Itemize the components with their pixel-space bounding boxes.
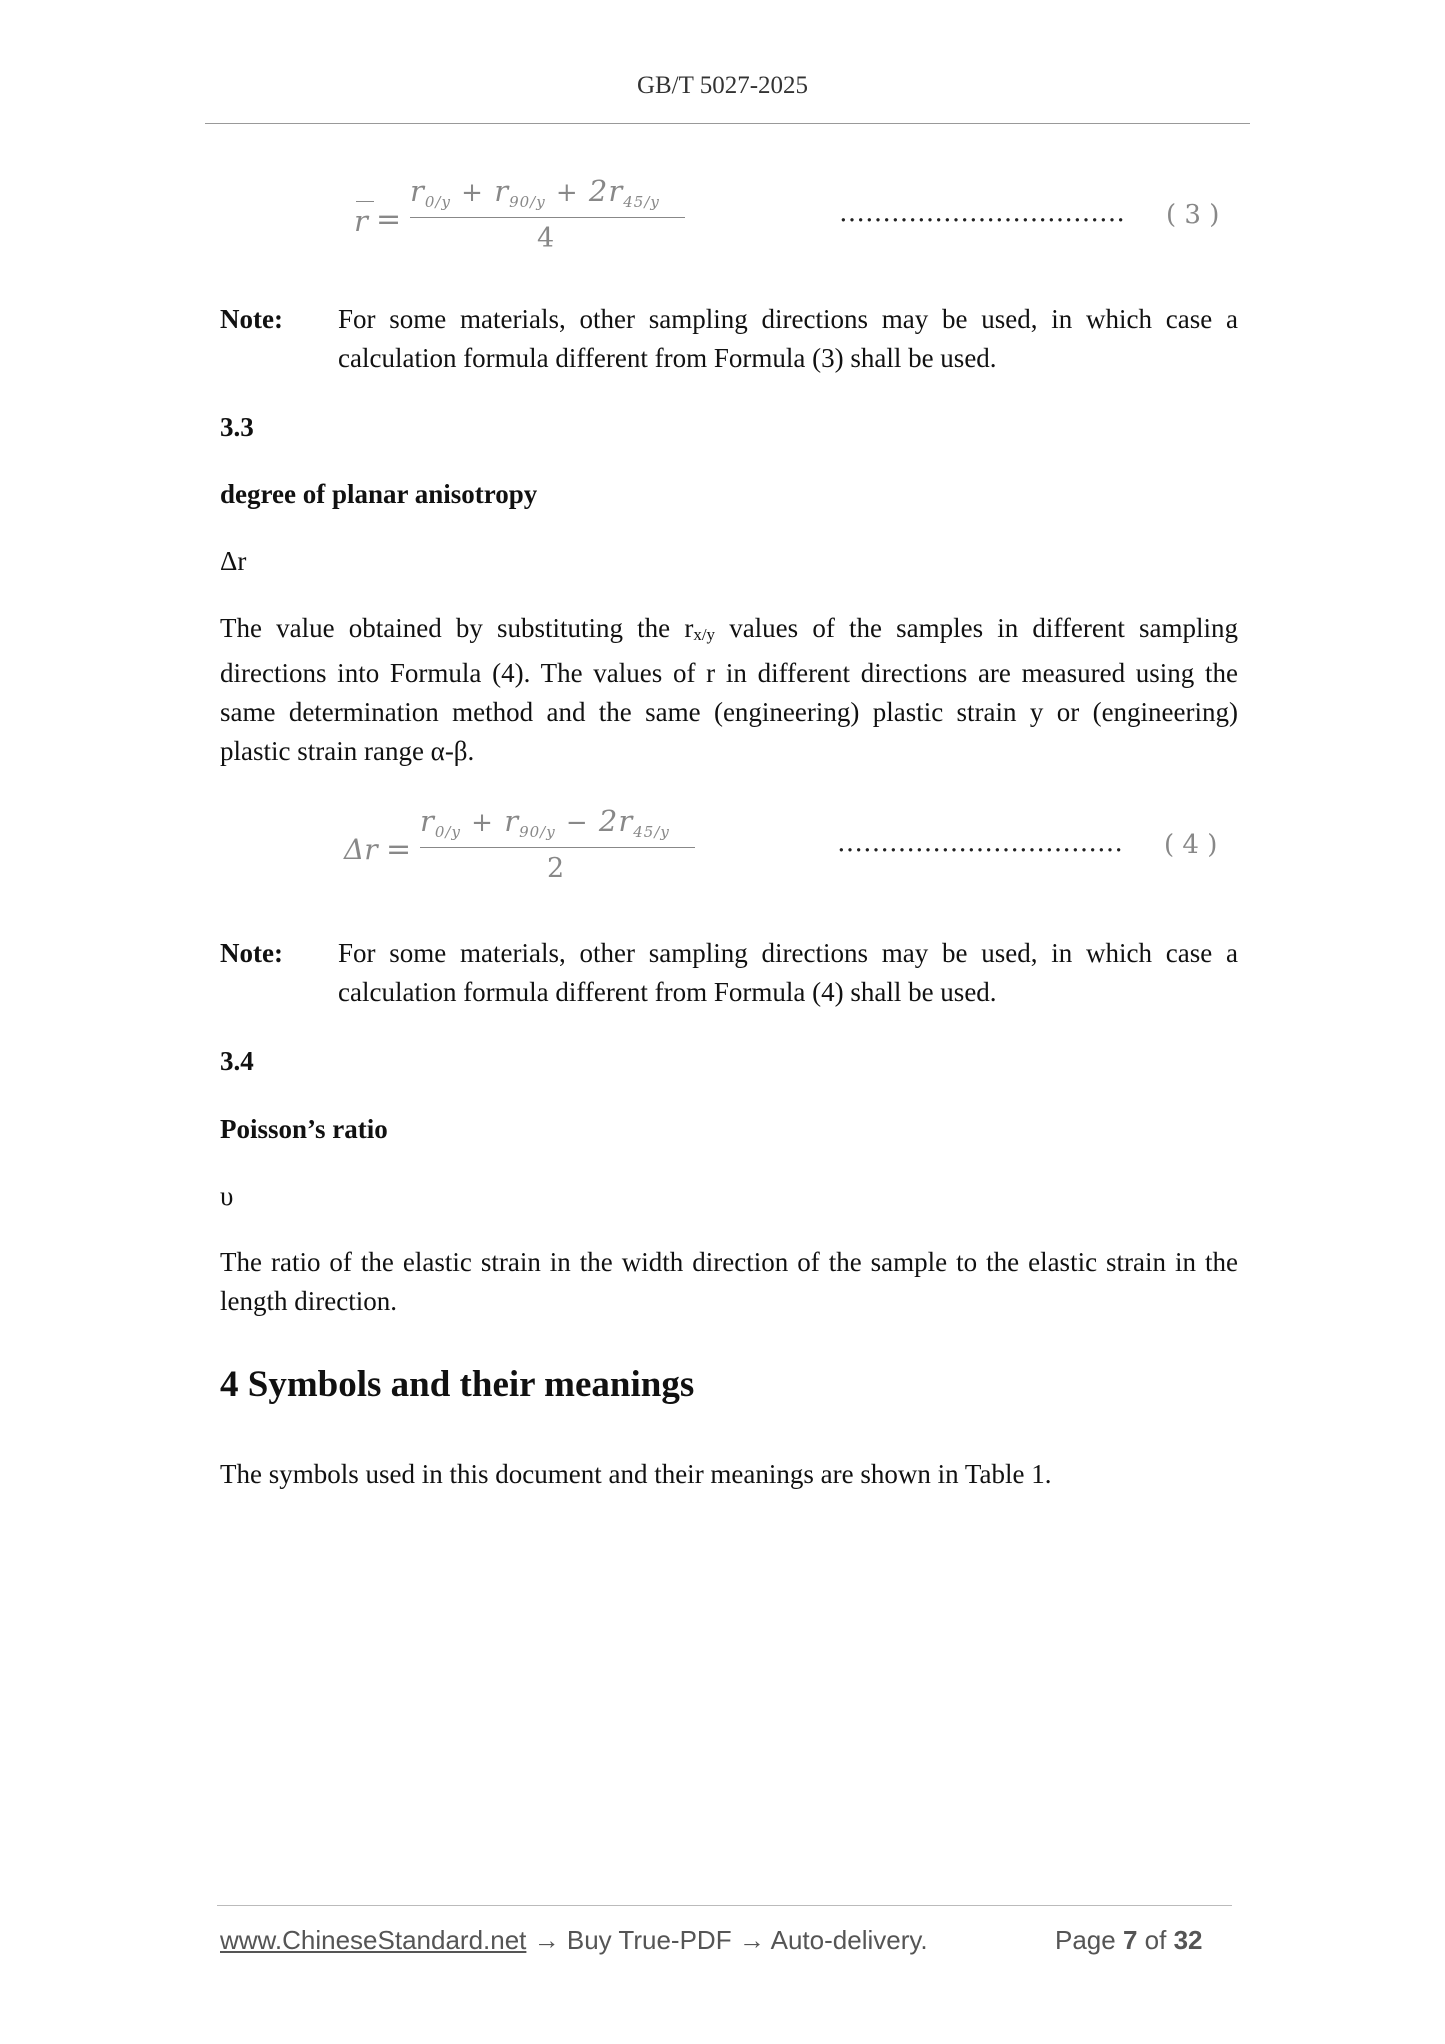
formula-3-plus-1: + (461, 178, 484, 208)
formula-3-numerator (410, 174, 660, 211)
clause-3-4-symbol: υ (220, 1181, 234, 1211)
formula-4-term-3: 2r (598, 804, 634, 838)
clause-3-4-number: 3.4 (220, 1046, 254, 1076)
note-1-text: For some materials, other sampling directions may be used, in which case a calculation formula different from Formula (3) shall be used. (338, 304, 1238, 373)
clause-3-4-term: Poisson’s ratio (220, 1114, 388, 1144)
clause-3-4-definition: The ratio of the elastic strain in the width direction of the sample to the elastic strain in the length direction. (220, 1247, 1238, 1316)
formula-4-number: ( 4 ) (1164, 830, 1218, 860)
formula-3-denominator: 4 (537, 223, 555, 254)
formula-3-term-2: r (494, 174, 510, 208)
section-4-text: The symbols used in this document and their meanings are shown in Table 1. (220, 1459, 1052, 1489)
footer-buy-text: Buy True-PDF (566, 1925, 732, 1955)
page-indicator (1055, 1925, 1203, 1956)
footer-delivery-text: Auto-delivery. (770, 1925, 928, 1955)
formula-3 (340, 176, 1240, 266)
footer (220, 1925, 1232, 1965)
document-id-header: GB/T 5027-2025 (636, 72, 809, 99)
formula-3-fraction-bar (410, 217, 685, 218)
of-label: of (1144, 1925, 1167, 1955)
formula-3-term-3: 2r (588, 174, 624, 208)
arrow-right-icon: → (533, 1925, 560, 1955)
formula-4-lhs: Δr (344, 833, 378, 866)
footer-site-link[interactable]: www.ChineseStandard.net (220, 1925, 527, 1955)
formula-3-plus-2: + (555, 178, 579, 208)
formula-3-term-1: r (410, 174, 425, 208)
section-4-heading: 4 Symbols and their meanings (220, 1364, 695, 1405)
formula-4-sub-3: 45/y (633, 823, 670, 841)
formula-4-fraction-bar (420, 847, 695, 848)
total-pages: 32 (1173, 1925, 1203, 1955)
formula-4-denominator: 2 (547, 853, 565, 884)
formula-4 (340, 806, 1240, 896)
clause-3-3-definition (220, 609, 1238, 771)
clause-3-3-term: degree of planar anisotropy (220, 479, 538, 509)
formula-3-lhs: r (354, 204, 368, 238)
clause-3-3-number: 3.3 (220, 412, 254, 442)
formula-3-equals: = (376, 202, 402, 237)
formula-4-plus: + (471, 808, 494, 838)
footer-divider (217, 1905, 1232, 1906)
formula-3-overline (356, 201, 374, 202)
formula-4-leader-dots: …………………………… (837, 828, 1123, 858)
formula-4-sub-1: 0/y (434, 823, 461, 841)
note-2-text: For some materials, other sampling directions may be used, in which case a calculation formula different from Formula (4) shall be used. (338, 938, 1238, 1007)
formula-3-sub-2: 90/y (509, 193, 546, 211)
header-divider (205, 123, 1250, 124)
formula-4-minus: − (565, 808, 589, 838)
formula-4-numerator (420, 804, 670, 841)
clause-3-3-definition-part-1: The value obtained by substituting the r (220, 613, 694, 643)
clause-3-3-symbol: Δr (220, 546, 247, 576)
page-label: Page (1055, 1925, 1116, 1955)
note-1-label: Note: (220, 304, 283, 334)
formula-3-sub-3: 45/y (623, 193, 660, 211)
page-number: 7 (1122, 1925, 1138, 1955)
note-2-label: Note: (220, 938, 283, 968)
formula-3-sub-1: 0/y (424, 193, 451, 211)
arrow-right-icon: → (738, 1925, 765, 1955)
formula-4-term-2: r (504, 804, 520, 838)
formula-4-term-1: r (420, 804, 435, 838)
clause-3-3-definition-part-2: values of the samples in different sampling directions into Formula (4). The values of r in different directions are measured using the same determination method and the same (engineering) plastic strain y or (engineering) plastic strain range α-β. (220, 613, 1238, 766)
formula-4-equals: = (386, 832, 412, 867)
formula-3-leader-dots: …………………………… (839, 198, 1125, 228)
formula-4-sub-2: 90/y (519, 823, 556, 841)
formula-3-number: ( 3 ) (1166, 200, 1220, 230)
clause-3-3-definition-subscript: x/y (693, 625, 716, 644)
